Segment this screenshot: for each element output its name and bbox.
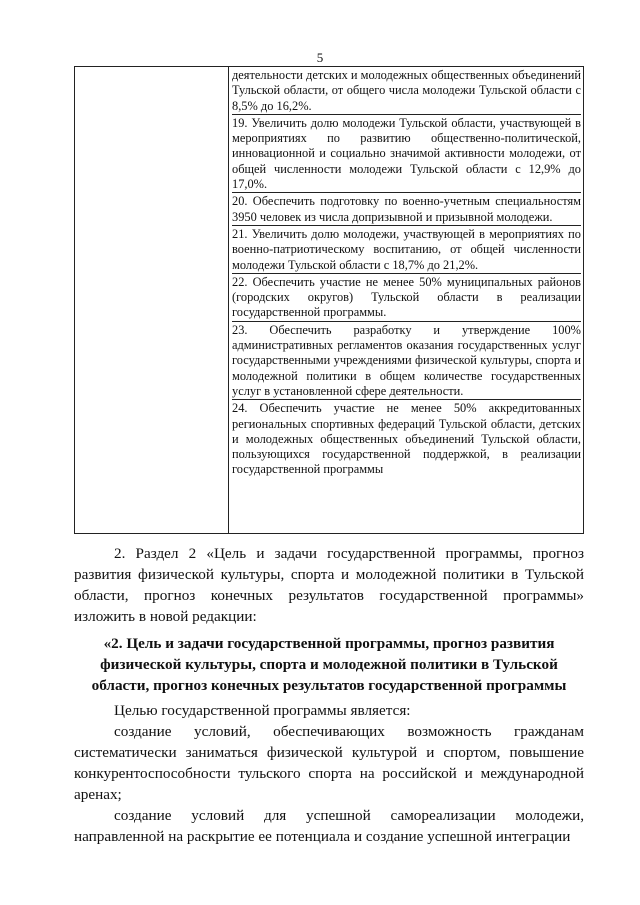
intro-block <box>74 543 584 627</box>
intro-paragraph: 2. Раздел 2 «Цель и задачи государственной программы, прогноз развития физической культуры, спорта и молодежной политики в Тульской области, прогноз конечных результатов государственной программы» изложить в новой редакции: <box>74 545 584 625</box>
body-paragraph: создание условий для успешной самореализации молодежи, направленной на раскрытие ее потенциала и создание успешной интеграции <box>74 807 584 845</box>
table-column-divider <box>228 67 229 533</box>
goals-table <box>74 66 584 534</box>
body-paragraph: Целью государственной программы является: <box>114 702 411 719</box>
section-heading: «2. Цель и задачи государственной программы, прогноз развития физической культуры, спорта и молодежной политики в Тульской области, прогноз конечных результатов государственной программы <box>91 635 567 694</box>
table-item: 20. Обеспечить подготовку по военно-учетным специальностям 3950 человек из числа допризывной и призывной молодежи. <box>232 194 581 224</box>
body-paragraph: создание условий, обеспечивающих возможность гражданам систематически заниматься физической культурой и спортом, повышение конкурентоспособности тульского спорта на российской и международной аренах; <box>74 723 584 803</box>
table-right-cell <box>232 68 581 478</box>
table-item: 23. Обеспечить разработку и утверждение 100% административных регламентов оказания государственных услуг государственными учреждениями физической культуры, спорта и молодежной политики в общем количестве государственных услуг в установленной сфере деятельности. <box>232 322 581 398</box>
table-item: 19. Увеличить долю молодежи Тульской области, участвующей в мероприятиях по развитию общественно-политической, инновационной и социально значимой активности молодежи, от общей численности молодежи Тульской области с 12,9% до 17,0%. <box>232 115 581 192</box>
table-item: 22. Обеспечить участие не менее 50% муниципальных районов (городских округов) Тульской области в реализации государственной программы. <box>232 274 581 320</box>
page-number: 5 <box>316 50 324 65</box>
table-item: деятельности детских и молодежных общественных объединений Тульской области, от общего числа молодежи Тульской области с 8,5% до 16,2%. <box>232 68 581 113</box>
section-body <box>74 700 584 847</box>
table-item: 24. Обеспечить участие не менее 50% аккредитованных региональных спортивных федераций Тульской области, детских и молодежных общественных объединений Тульской области, пользующихся государственной поддержкой, в реализации государственной программы <box>232 401 581 477</box>
table-item: 21. Увеличить долю молодежи, участвующей в мероприятиях по военно-патриотическому воспитанию, от общей численности молодежи Тульской области с 18,7% до 21,2%. <box>232 226 581 272</box>
